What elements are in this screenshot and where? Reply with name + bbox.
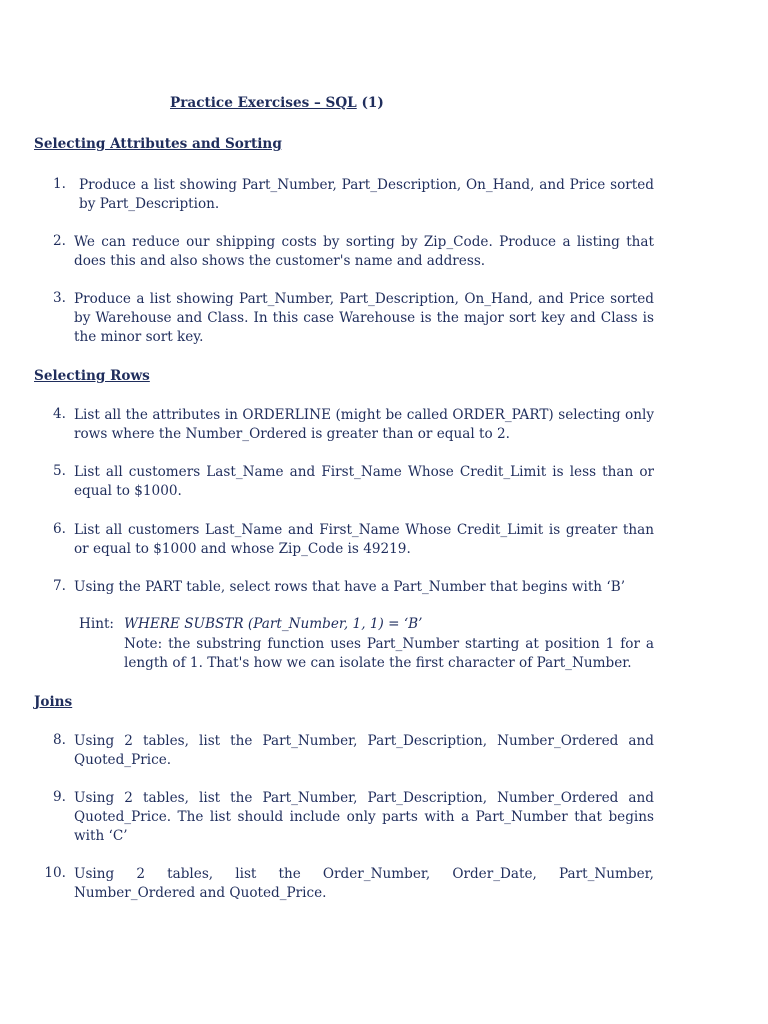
section-heading-joins: Joins: [34, 694, 73, 710]
item-number: 6.: [53, 521, 66, 537]
item-text: List all the attributes in ORDERLINE (might be called ORDER_PART) selecting only rows where the Number_Ordered is greater than or equal to 2.: [74, 407, 654, 442]
section-heading-selecting-attributes: Selecting Attributes and Sorting: [34, 136, 282, 152]
section-heading-selecting-rows: Selecting Rows: [34, 368, 150, 384]
item-number: 7.: [53, 578, 66, 594]
hint-code: WHERE SUBSTR (Part_Number, 1, 1) = ‘B’: [124, 616, 423, 632]
item-number: 5.: [53, 463, 66, 479]
item-text: Using 2 tables, list the Order_Number, Order_Date, Part_Number, Number_Ordered and Quoted_Price.: [74, 866, 654, 901]
item-number: 1.: [53, 176, 66, 192]
item-number: 3.: [53, 290, 66, 306]
hint-note: Note: the substring function uses Part_Number starting at position 1 for a length of 1. That's how we can isolate the first character of Part_Number.: [124, 636, 654, 671]
item-number: 10.: [44, 865, 66, 881]
item-text: Using 2 tables, list the Part_Number, Part_Description, Number_Ordered and Quoted_Price. The list should include only parts with a Part_Number that begins with ‘C’: [74, 790, 654, 844]
item-text: List all customers Last_Name and First_Name Whose Credit_Limit is less than or equal to $1000.: [74, 464, 654, 499]
item-text: Using the PART table, select rows that have a Part_Number that begins with ‘B’: [74, 579, 626, 595]
title-main: Practice Exercises –: [170, 95, 326, 111]
item-text: We can reduce our shipping costs by sorting by Zip_Code. Produce a listing that does this and also shows the customer's name and address.: [74, 234, 654, 269]
item-number: 4.: [53, 406, 66, 422]
item-number: 8.: [53, 732, 66, 748]
item-text: List all customers Last_Name and First_Name Whose Credit_Limit is greater than or equal to $1000 and whose Zip_Code is 49219.: [74, 522, 654, 557]
title-sql: SQL: [325, 95, 357, 111]
item-text: Produce a list showing Part_Number, Part_Description, On_Hand, and Price sorted by Warehouse and Class. In this case Warehouse is the major sort key and Class is the minor sort key.: [74, 291, 654, 345]
page-title: [170, 95, 384, 111]
item-number: 2.: [53, 233, 66, 249]
title-suffix: (1): [356, 95, 384, 111]
item-number: 9.: [53, 789, 66, 805]
item-text: Produce a list showing Part_Number, Part_Description, On_Hand, and Price sorted by Part_Description.: [79, 177, 654, 212]
item-text: Using 2 tables, list the Part_Number, Part_Description, Number_Ordered and Quoted_Price.: [74, 733, 654, 768]
hint-label: Hint:: [79, 616, 114, 632]
